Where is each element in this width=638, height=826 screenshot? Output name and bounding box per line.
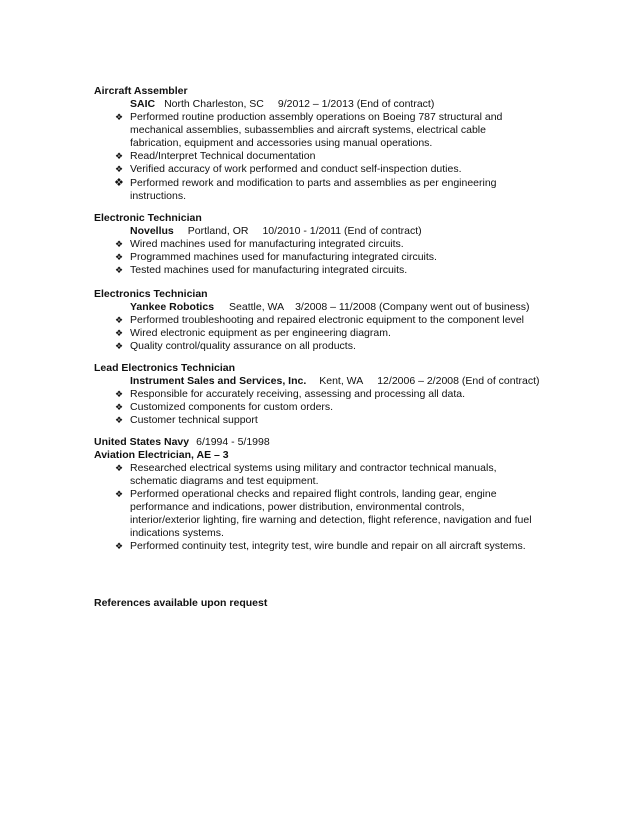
diamond-bullet-icon: ❖ [115,489,124,499]
bullet-text: Verified accuracy of work performed and conduct self-inspection duties. [130,163,462,175]
list-item [94,414,554,427]
bullet-text: Programmed machines used for manufacturing integrated circuits. [130,251,437,263]
military-role: Aviation Electrician, AE – 3 [94,449,229,461]
bullet-text: Performed routine production assembly operations on Boeing 787 structural and mechanical assemblies, subassemblies and aircraft systems, electrical cable fabrication, equipment and accessories using manual operations. [130,111,503,149]
company-location: North Charleston, SC [164,98,264,110]
list-item [94,540,534,553]
job-bullets [94,314,534,353]
diamond-bullet-icon: ❖ [114,177,124,189]
list-item [94,488,534,540]
job-dates: 12/2006 – 2/2008 (End of contract) [377,375,540,387]
references-note: References available upon request [94,597,268,609]
job-entry [94,362,554,427]
job-dates: 9/2012 – 1/2013 (End of contract) [277,98,435,110]
diamond-bullet-icon: ❖ [115,112,124,122]
list-item [94,327,534,340]
job-bullets [94,238,534,277]
company-name: Instrument Sales and Services, Inc. [130,375,307,387]
bullet-text: Performed operational checks and repaired flight controls, landing gear, engine performance and indications, power distribution, environmental controls, interior/exterior lighting, fire warning and detection, flight reference, navigation and fuel indications systems. [130,488,532,539]
company-name: SAIC [130,98,156,110]
job-bullets [94,111,534,203]
company-location: Portland, OR [187,225,249,237]
company-name: Novellus [130,225,174,237]
military-bullets [94,462,534,553]
company-location: Kent, WA [319,375,364,387]
military-dates: 6/1994 - 5/1998 [196,436,270,448]
bullet-text: Wired electronic equipment as per engineering diagram. [130,327,391,339]
bullet-text: Responsible for accurately receiving, assessing and processing all data. [130,388,466,400]
list-item [94,314,534,327]
bullet-text: Customized components for custom orders. [130,401,334,413]
job-entry [94,85,534,203]
job-company-line [94,375,554,388]
list-item [94,111,534,150]
bullet-text: Researched electrical systems using military and contractor technical manuals, schematic diagrams and test equipment. [130,462,497,487]
diamond-bullet-icon: ❖ [115,341,124,351]
list-item [94,251,534,264]
military-org-line [94,436,534,449]
diamond-bullet-icon: ❖ [115,151,124,161]
diamond-bullet-icon: ❖ [115,415,124,425]
company-location: Seattle, WA [229,301,285,313]
diamond-bullet-icon: ❖ [115,328,124,338]
diamond-bullet-icon: ❖ [115,389,124,399]
job-company-line [94,98,534,111]
job-title: Electronic Technician [94,212,202,224]
list-item [94,163,534,176]
job-entry [94,288,534,353]
bullet-text: Performed troubleshooting and repaired electronic equipment to the component level [130,314,524,326]
list-item [94,264,534,277]
list-item [94,177,534,203]
military-org: United States Navy [94,436,190,448]
bullet-text: Wired machines used for manufacturing integrated circuits. [130,238,404,250]
diamond-bullet-icon: ❖ [115,265,124,275]
job-bullets [94,388,554,427]
diamond-bullet-icon: ❖ [115,541,124,551]
diamond-bullet-icon: ❖ [115,315,124,325]
bullet-text: Customer technical support [130,414,258,426]
diamond-bullet-icon: ❖ [115,239,124,249]
list-item [94,462,534,488]
bullet-text: Tested machines used for manufacturing integrated circuits. [130,264,408,276]
list-item [94,388,554,401]
list-item [94,401,554,414]
job-title: Lead Electronics Technician [94,362,236,374]
bullet-text: Performed rework and modification to parts and assemblies as per engineering instructions. [130,177,497,202]
job-title: Aircraft Assembler [94,85,188,97]
company-name: Yankee Robotics [130,301,215,313]
diamond-bullet-icon: ❖ [115,164,124,174]
diamond-bullet-icon: ❖ [115,402,124,412]
job-dates: 10/2010 - 1/2011 (End of contract) [262,225,422,237]
job-title: Electronics Technician [94,288,208,300]
bullet-text: Performed continuity test, integrity test, wire bundle and repair on all aircraft systems. [130,540,526,552]
bullet-text: Quality control/quality assurance on all products. [130,340,356,352]
list-item [94,150,534,163]
list-item [94,340,534,353]
diamond-bullet-icon: ❖ [115,463,124,473]
job-entry [94,212,534,277]
list-item [94,238,534,251]
bullet-text: Read/Interpret Technical documentation [130,150,316,162]
military-entry [94,436,534,553]
job-company-line [94,225,534,238]
job-company-line [94,301,534,314]
job-dates: 3/2008 – 11/2008 (Company went out of business) [295,301,530,313]
diamond-bullet-icon: ❖ [115,252,124,262]
